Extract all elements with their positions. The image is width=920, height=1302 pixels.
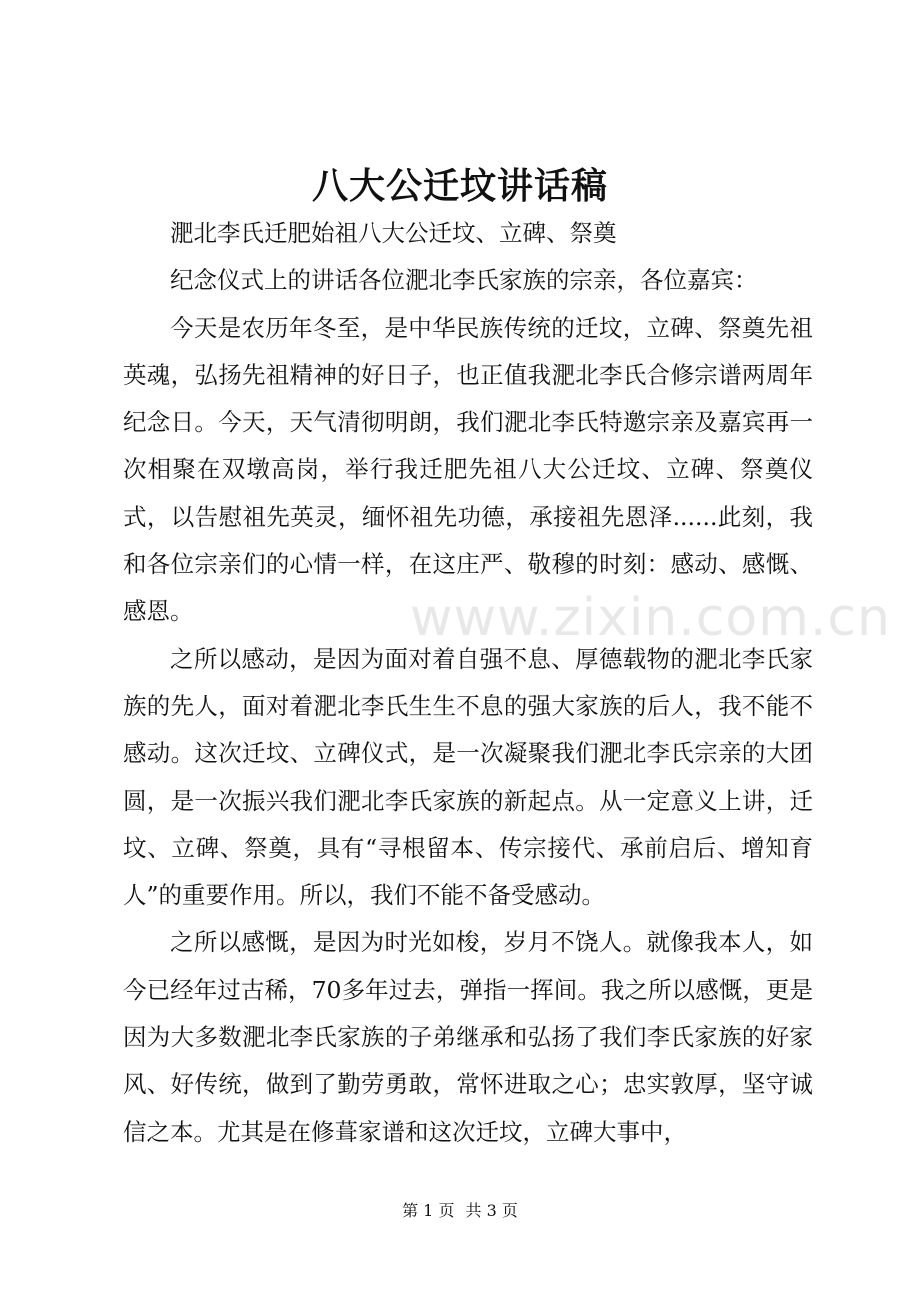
paragraph-greeting: 纪念仪式上的讲话各位淝北李氏家族的宗亲，各位嘉宾：	[170, 266, 758, 295]
page-number: 第 1 页	[402, 1201, 455, 1220]
document-body	[123, 210, 813, 1156]
paragraph-subtitle: 淝北李氏迁肥始祖八大公迁坟、立碑、祭奠	[170, 219, 617, 247]
watermark: www.zixin.com.cn	[410, 588, 891, 648]
paragraph-sentiment: 之所以感慨，是因为时光如梭，岁月不饶人。就像我本人，如今已经年过古稀，70多年过去，弹指一挥间。我之所以感慨，更是因为大多数淝北李氏家族的子弟继承和弘扬了我们李氏家族的好家风、好传统，做到了勤劳勇敢，常怀进取之心；忠实敦厚，坚守诚信之本。尤其是在修葺家谱和这次迁坟，立碑大事中，	[123, 928, 813, 1146]
paragraph-moved: 之所以感动，是因为面对着自强不息、厚德载物的淝北李氏家族的先人，面对着淝北李氏生生不息的强大家族的后人，我不能不感动。这次迁坟、立碑仪式，是一次凝聚我们淝北李氏宗亲的大团圆，是一次振兴我们淝北李氏家族的新起点。从一定意义上讲，迁坟、立碑、祭奠，具有“寻根留本、传宗接代、承前启后、增知育人”的重要作用。所以，我们不能不备受感动。	[123, 644, 813, 910]
document-title: 八大公迁坟讲话稿	[311, 165, 608, 207]
page-total: 共 3 页	[465, 1201, 518, 1220]
page-footer	[0, 1199, 920, 1223]
paragraph-opening: 今天是农历年冬至，是中华民族传统的迁坟，立碑、祭奠先祖英魂，弘扬先祖精神的好日子，也正值我淝北李氏合修宗谱两周年纪念日。今天，天气清彻明朗，我们淝北李氏特邀宗亲及嘉宾再一次相聚在双墩高岗，举行我迁肥先祖八大公迁坟、立碑、祭奠仪式，以告慰祖先英灵，缅怀祖先功德，承接祖先恩泽......此刻，我和各位宗亲们的心情一样，在这庄严、敬穆的时刻：感动、感慨、感恩。	[123, 313, 813, 626]
